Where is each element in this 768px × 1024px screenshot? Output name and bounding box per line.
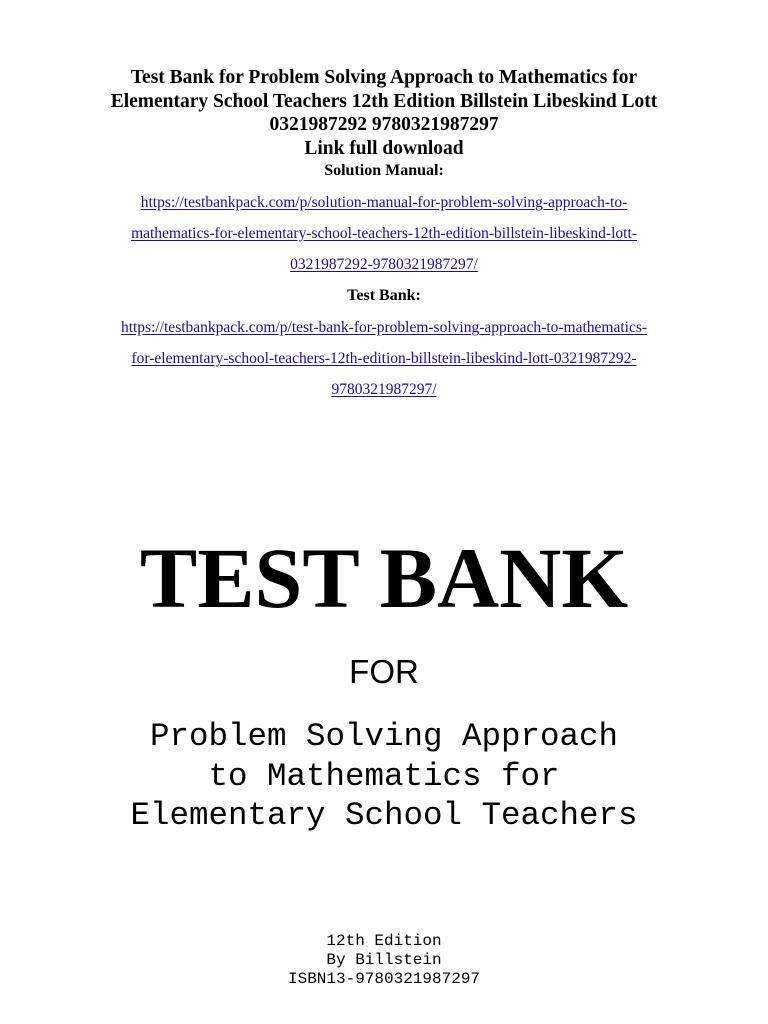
solution-manual-link-line[interactable]: mathematics-for-elementary-school-teachers-12th-edition-billstein-libeskind-lott- xyxy=(131,225,637,242)
solution-manual-link[interactable] xyxy=(20,193,748,286)
book-title-line: Problem Solving Approach xyxy=(149,718,619,755)
document-header xyxy=(40,66,728,160)
solution-manual-link-line[interactable]: https://testbankpack.com/p/solution-manual-for-problem-solving-approach-to- xyxy=(140,194,628,211)
header-title-line: 0321987292 9780321987297 xyxy=(269,114,499,135)
edition-text: 12th Edition xyxy=(326,932,442,950)
cover-book-title xyxy=(0,717,768,836)
header-title-line: Elementary School Teachers 12th Edition Billstein Libeskind Lott xyxy=(110,90,658,112)
book-title-line: Elementary School Teachers xyxy=(130,797,638,834)
test-bank-link[interactable] xyxy=(20,318,748,411)
test-bank-label: Test Bank: xyxy=(347,287,421,304)
solution-manual-link-line[interactable]: 0321987292-9780321987297/ xyxy=(290,256,478,273)
header-title-line: Test Bank for Problem Solving Approach to Mathematics for xyxy=(130,67,638,88)
solution-manual-label: Solution Manual: xyxy=(324,162,444,179)
book-title-line: to Mathematics for xyxy=(208,757,560,795)
test-bank-link-line[interactable]: for-elementary-school-teachers-12th-edition-billstein-libeskind-lott-0321987292- xyxy=(131,350,637,367)
test-bank-link-line[interactable]: 9780321987297/ xyxy=(331,381,437,398)
header-link-full-download: Link full download xyxy=(304,137,464,159)
test-bank-link-line[interactable]: https://testbankpack.com/p/test-bank-for-problem-solving-approach-to-mathematics- xyxy=(120,319,648,336)
isbn-text: ISBN13-9780321987297 xyxy=(287,970,481,988)
author-text: By Billstein xyxy=(326,951,442,969)
cover-for-text: FOR xyxy=(349,653,419,690)
cover-footer xyxy=(0,932,768,989)
cover-big-title: TEST BANK xyxy=(139,530,629,626)
